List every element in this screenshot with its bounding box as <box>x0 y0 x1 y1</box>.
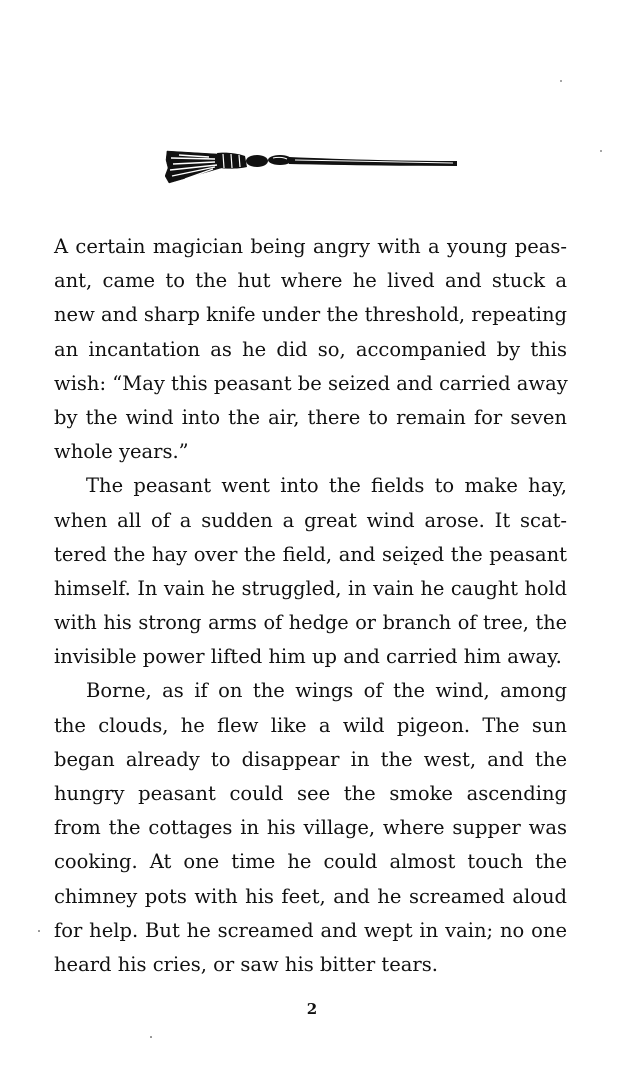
text-line: himself. In vain he struggled, in vain he caught hold <box>54 576 567 600</box>
paper-speck <box>560 80 562 82</box>
text-line: with his strong arms of hedge or branch of tree, the <box>54 611 567 635</box>
paragraph <box>54 674 567 982</box>
text-line: new and sharp knife under the threshold, repeating <box>54 303 567 327</box>
text-line: an incantation as he did so, accompanied by this <box>54 337 567 361</box>
paragraph <box>54 230 567 469</box>
page-number: 2 <box>306 1000 318 1018</box>
text-line: by the wind into the air, there to remain for seven <box>54 405 567 429</box>
body-text <box>54 230 567 982</box>
paper-speck <box>38 930 40 932</box>
text-line: invisible power lifted him up and carried him away. <box>54 645 562 669</box>
paper-speck <box>600 150 602 152</box>
text-line: Borne, as if on the wings of the wind, among <box>86 679 567 703</box>
text-line: heard his cries, or saw his bitter tears. <box>54 952 438 976</box>
text-line: ant, came to the hut where he lived and stuck a <box>54 269 567 293</box>
broomstick-icon <box>165 138 460 188</box>
paragraph <box>54 469 567 674</box>
text-line: The peasant went into the fields to make hay, <box>86 474 567 498</box>
text-line: wish: “May this peasant be seized and carried away <box>54 371 568 395</box>
text-line: the clouds, he flew like a wild pigeon. The sun <box>54 713 567 737</box>
text-line: chimney pots with his feet, and he screamed aloud <box>54 884 567 908</box>
text-line: for help. But he screamed and wept in vain; no one <box>54 918 567 942</box>
text-line: A certain magician being angry with a young peas- <box>54 235 567 258</box>
text-line: cooking. At one time he could almost touch the <box>54 850 567 874</box>
text-line: began already to disappear in the west, and the <box>54 747 567 771</box>
text-line: whole years.” <box>54 440 189 464</box>
text-line: tered the hay over the field, and seiz̨ed the peasant <box>54 542 567 566</box>
text-line: from the cottages in his village, where supper was <box>54 816 567 840</box>
text-line: hungry peasant could see the smoke ascending <box>54 782 567 805</box>
paper-speck <box>150 1036 152 1038</box>
text-line: when all of a sudden a great wind arose. It scat- <box>54 508 567 532</box>
